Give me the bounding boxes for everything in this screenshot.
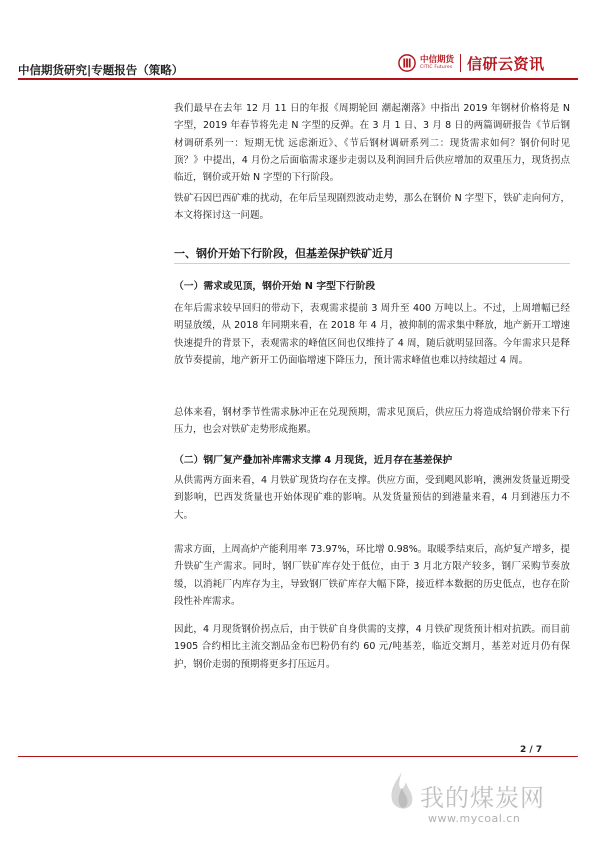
subsection-2-heading: （二）钢厂复产叠加补库需求支撑 4 月现货，近月存在基差保护 <box>174 455 453 466</box>
section-1-rule <box>174 263 570 264</box>
subsection-1-heading: （一）需求或见顶，钢价开始 N 字型下行阶段 <box>174 281 376 292</box>
watermark-url[interactable]: www.mycoal.cn <box>428 812 521 825</box>
report-header-title: 中信期货研究|专题报告（策略） <box>18 63 184 77</box>
header-rule <box>18 78 578 80</box>
logo-en-text: CITIC Futures <box>420 65 453 70</box>
intro-paragraph-1: 我们最早在去年 12 月 11 日的年报《周期轮回 潮起潮落》中指出 2019 年钢材价格将是 N 字型，2019 年春节将先走 N 字型的反弹。在 3 月 1 日、3 月 8 日的两篇调研报告《节后钢材调研系列一：短期无忧 远虑渐近》、《节后钢材调研系列二：现货需求如何？钢价何时见顶？》中提出，4 月份之后面临需求逐步走弱以及利润回升后供应增加的双重压力，现货拐点临近，钢价或开始 N 字型的下行阶段。 <box>174 103 570 184</box>
footer-rule <box>18 756 578 757</box>
subsection-2-paragraph-3: 因此，4 月现货钢价拐点后，由于铁矿自身供需的支撑，4 月铁矿现货预计相对抗跌。而目前 1905 合约相比主流交割品金布巴粉仍有约 60 元/吨基差，临近交割月，基差对近月仍有保护，钢价走弱的预期将更多打压远月。 <box>174 624 570 670</box>
section-1-heading: 一、钢价开始下行阶段，但基差保护铁矿近月 <box>174 247 394 260</box>
watermark-site-name: 我的煤炭网 <box>420 784 545 812</box>
brand-name: 信研云资讯 <box>467 54 545 73</box>
subsection-2-paragraph-2: 需求方面，上周高炉产能利用率 73.97%，环比增 0.98%。取暖季结束后，高炉复产增多，提升铁矿生产需求。同时，钢厂铁矿库存处于低位，由于 3 月北方限产较多，钢厂采购节奏放缓，以消耗厂内库存为主，导致钢厂铁矿库存大幅下降，接近样本数据的历史低点，也存在阶段性补库需求。 <box>174 544 570 607</box>
citic-logo-icon <box>398 54 416 72</box>
logo-separator <box>460 54 461 72</box>
citic-logo <box>398 52 578 74</box>
page-number: 2 / 7 <box>520 745 543 755</box>
logo-cn-text: 中信期货 <box>420 54 455 65</box>
subsection-2-paragraph-1: 从供需两方面来看，4 月铁矿现货均存在支撑。供应方面，受到飓风影响，澳洲发货量近期受到影响，巴西发货量也开始体现矿难的影响。从发货量预估的到港量来看，4 月到港压力不大。 <box>174 475 570 521</box>
subsection-1-paragraph-2: 总体来看，钢材季节性需求脉冲正在兑现预期，需求见顶后，供应压力将造成给钢价带来下行压力，也会对铁矿走势形成拖累。 <box>174 407 570 436</box>
subsection-1-paragraph-1: 在年后需求较早回归的带动下，表观需求提前 3 周升至 400 万吨以上。不过，上周增幅已经明显放缓，从 2018 年同期来看，在 2018 年 4 月，被抑制的需求集中释放，地产新开工增速快速提升的背景下，表观需求的峰值区间也仅维持了 4 周，随后就明显回落。今年需求只是释放节奏提前，地产新开工仍面临增速下降压力，预计需求峰值也难以持续超过 4 周。 <box>174 303 570 366</box>
intro-paragraph-2: 铁矿石因巴西矿难的扰动，在年后呈现剧烈波动走势，那么在钢价 N 字型下，铁矿走向何方，本文将探讨这一问题。 <box>174 193 570 222</box>
coal-flame-icon <box>384 770 420 816</box>
